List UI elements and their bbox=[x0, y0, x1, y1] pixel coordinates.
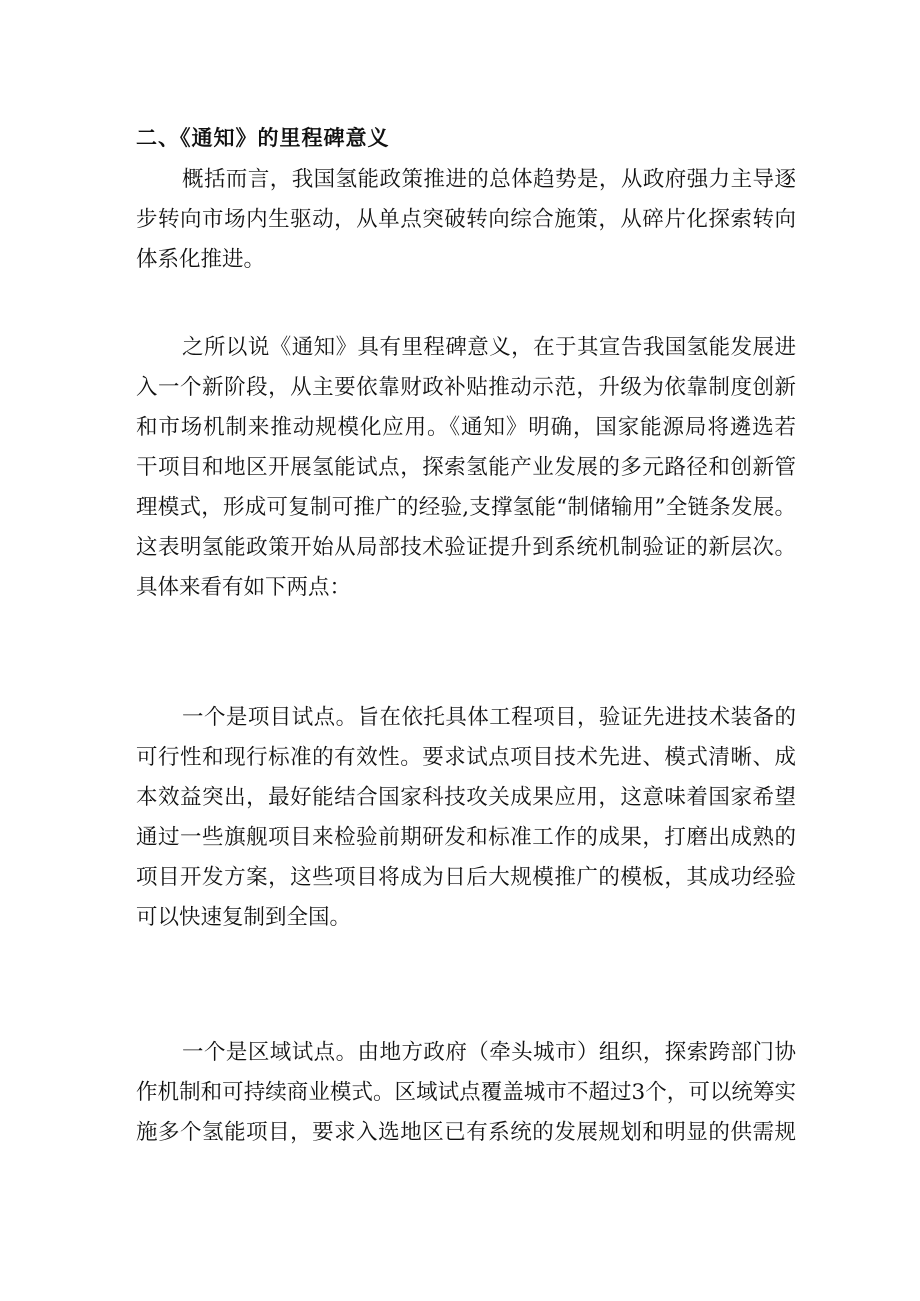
paragraph-line: 这表明氢能政策开始从局部技术验证提升到系统机制验证的新层次。 bbox=[136, 535, 796, 560]
section-heading: 二、《通知》的里程碑意义 bbox=[136, 126, 390, 150]
paragraph-line: 作机制和可持续商业模式。区域试点覆盖城市不超过3个，可以统筹实 bbox=[136, 1080, 796, 1105]
paragraph-line: 一个是区域试点。由地方政府（牵头城市）组织，探索跨部门协 bbox=[182, 1040, 796, 1065]
paragraph-line: 和市场机制来推动规模化应用。《通知》明确，国家能源局将遴选若 bbox=[136, 415, 796, 440]
paragraph-trend-summary bbox=[136, 160, 796, 280]
paragraph-line: 入一个新阶段，从主要依靠财政补贴推动示范，升级为依靠制度创新 bbox=[136, 375, 796, 400]
paragraph-line: 通过一些旗舰项目来检验前期研发和标准工作的成果，打磨出成熟的 bbox=[136, 825, 796, 850]
paragraph-milestone-significance bbox=[136, 328, 796, 608]
paragraph-project-pilot bbox=[136, 698, 796, 938]
paragraph-line: 之所以说《通知》具有里程碑意义，在于其宣告我国氢能发展进 bbox=[182, 335, 796, 360]
paragraph-line: 可行性和现行标准的有效性。要求试点项目技术先进、模式清晰、成 bbox=[136, 745, 796, 770]
paragraph-line: 本效益突出，最好能结合国家科技攻关成果应用，这意味着国家希望 bbox=[136, 785, 796, 810]
paragraph-line: 理模式，形成可复制可推广的经验,支撑氢能“制储输用”全链条发展。 bbox=[136, 495, 796, 520]
paragraph-line: 一个是项目试点。旨在依托具体工程项目，验证先进技术装备的 bbox=[182, 705, 796, 730]
paragraph-regional-pilot bbox=[136, 1033, 796, 1153]
paragraph-line: 可以快速复制到全国。 bbox=[136, 905, 352, 930]
paragraph-line: 干项目和地区开展氢能试点，探索氢能产业发展的多元路径和创新管 bbox=[136, 455, 796, 480]
paragraph-line: 概括而言，我国氢能政策推进的总体趋势是，从政府强力主导逐 bbox=[182, 167, 796, 192]
paragraph-line: 具体来看有如下两点： bbox=[136, 575, 352, 600]
paragraph-line: 步转向市场内生驱动，从单点突破转向综合施策，从碎片化探索转向 bbox=[136, 207, 796, 232]
paragraph-line: 项目开发方案，这些项目将成为日后大规模推广的模板，其成功经验 bbox=[136, 865, 796, 890]
paragraph-line: 体系化推进。 bbox=[136, 247, 266, 272]
paragraph-line: 施多个氢能项目，要求入选地区已有系统的发展规划和明显的供需规 bbox=[136, 1120, 796, 1145]
